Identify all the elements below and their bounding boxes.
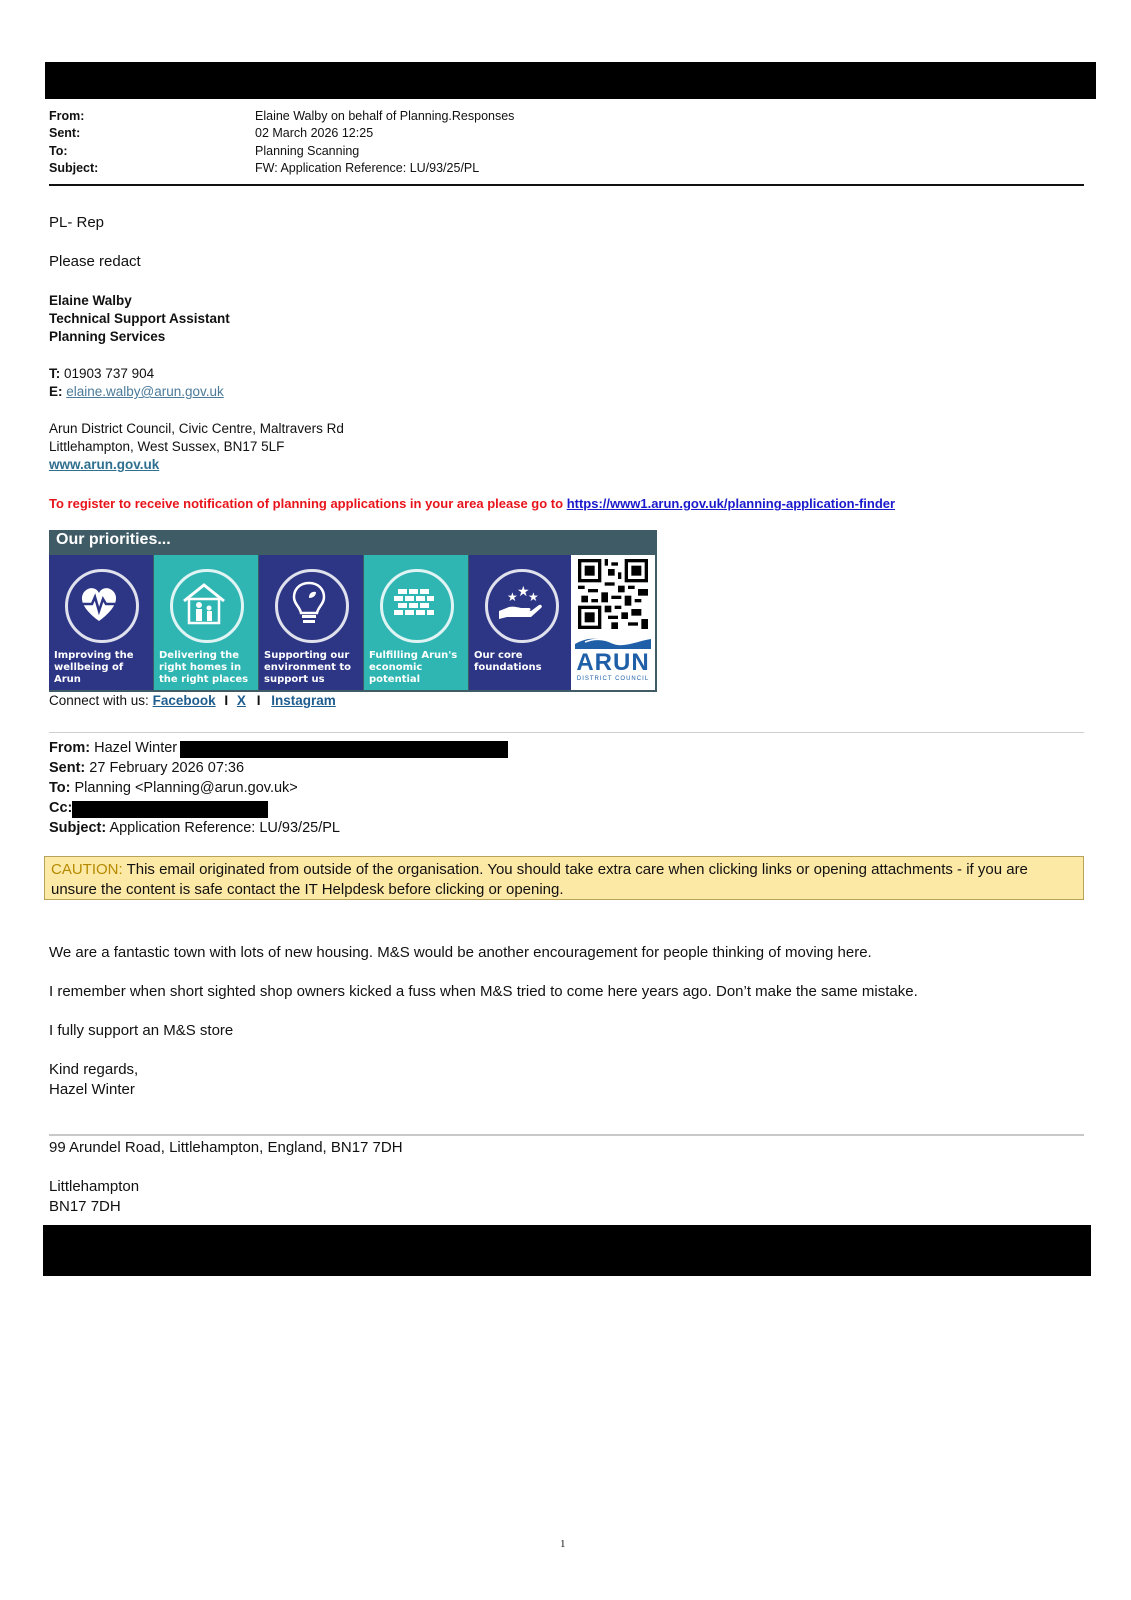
signature-role: Technical Support Assistant	[49, 311, 230, 326]
hand-stars-icon	[493, 577, 545, 629]
address-divider	[49, 1134, 1084, 1136]
signature-email-link[interactable]: elaine.walby@arun.gov.uk	[66, 384, 224, 399]
caution-text: This email originated from outside of the organisation. You should take extra care when clicking links or opening attachments - if you are unsure the content is safe contact the IT Helpdesk before clicking or opening.	[51, 861, 1028, 898]
signature-address	[49, 420, 344, 474]
header-sent-key: Sent:	[49, 126, 81, 140]
sender-address-line3: BN17 7DH	[49, 1198, 121, 1215]
header-subject-value: FW: Application Reference: LU/93/25/PL	[255, 161, 480, 175]
redaction-bar-bottom	[43, 1225, 1091, 1276]
instagram-link[interactable]: Instagram	[271, 693, 336, 708]
signature-name: Elaine Walby	[49, 293, 132, 308]
planning-finder-link[interactable]: https://www1.arun.gov.uk/planning-application-finder	[566, 496, 896, 511]
arun-logo-subtext: DISTRICT COUNCIL	[576, 676, 650, 682]
signature-tel-key: T:	[49, 366, 61, 381]
svg-text:★: ★	[507, 590, 518, 604]
header-sent-value: 02 March 2026 12:25	[255, 126, 374, 140]
message-paragraph-3: I fully support an M&S store	[49, 1022, 234, 1039]
message-closing: Kind regards,	[49, 1061, 139, 1078]
forwarded-to-value: Planning <Planning@arun.gov.uk>	[74, 780, 298, 796]
forwarded-from-key: From:	[49, 740, 91, 756]
page-number: 1	[560, 1538, 566, 1550]
forwarded-subject-key: Subject:	[49, 820, 107, 836]
header-divider	[49, 184, 1084, 186]
connect-separator: I	[224, 693, 229, 708]
facebook-link[interactable]: Facebook	[152, 693, 216, 708]
priorities-banner	[49, 530, 657, 692]
priority-tile-environment	[259, 555, 363, 690]
priority-label-wellbeing: Improving the wellbeing of Arun	[54, 650, 134, 685]
svg-text:★: ★	[517, 584, 530, 600]
priority-label-economic: Fulfilling Arun's economic potential	[369, 650, 458, 685]
caution-banner	[44, 856, 1084, 900]
signature-address-line2: Littlehampton, West Sussex, BN17 5LF	[49, 439, 285, 454]
house-family-icon	[178, 577, 230, 629]
header-from-key: From:	[49, 109, 85, 123]
arun-wave-icon	[575, 635, 651, 649]
brick-wall-icon	[388, 577, 440, 629]
forwarded-to-row	[49, 778, 340, 798]
signature-tel-row	[49, 365, 154, 383]
signature-email-key: E:	[49, 384, 63, 399]
header-from-value: Elaine Walby on behalf of Planning.Responses	[255, 109, 515, 123]
redaction-cc	[72, 801, 268, 818]
priority-label-foundations: Our core foundations	[474, 650, 542, 673]
message-paragraph-1: We are a fantastic town with lots of new housing. M&S would be another encouragement for people thinking of moving here.	[49, 944, 872, 961]
priority-tile-wellbeing	[49, 555, 153, 690]
forwarded-subject-row	[49, 818, 340, 838]
svg-text:★: ★	[528, 590, 539, 604]
signature-block	[49, 292, 230, 346]
caution-key: CAUTION:	[51, 861, 123, 878]
message-sender-name: Hazel Winter	[49, 1081, 135, 1098]
header-to-key: To:	[49, 144, 68, 158]
priority-tile-economic	[364, 555, 468, 690]
header-to-value: Planning Scanning	[255, 144, 360, 158]
forwarded-sent-value: 27 February 2026 07:36	[89, 760, 245, 776]
forward-divider	[49, 732, 1084, 733]
signature-website-link[interactable]: www.arun.gov.uk	[49, 457, 160, 472]
body-line-pl-rep: PL- Rep	[49, 214, 105, 231]
sender-address-line1: 99 Arundel Road, Littlehampton, England, BN17 7DH	[49, 1139, 403, 1156]
forwarded-sent-key: Sent:	[49, 760, 86, 776]
connect-row	[49, 693, 336, 708]
forwarded-cc-key: Cc:	[49, 800, 73, 816]
priority-label-environment: Supporting our environment to support us	[264, 650, 352, 685]
body-line-please-redact: Please redact	[49, 253, 141, 270]
message-paragraph-2: I remember when short sighted shop owners kicked a fuss when M&S tried to come here years ago. Don’t make the same mistake.	[49, 983, 918, 1000]
priority-label-homes: Delivering the right homes in the right places	[159, 650, 249, 685]
connect-prefix: Connect with us:	[49, 693, 149, 708]
planning-notice	[49, 496, 895, 511]
qr-code-icon[interactable]	[578, 559, 648, 629]
x-link[interactable]: X	[236, 693, 246, 708]
priority-tile-homes	[154, 555, 258, 690]
redaction-from-email	[180, 741, 508, 758]
banner-title: Our priorities...	[56, 531, 171, 548]
forwarded-from-value: Hazel Winter	[94, 740, 178, 756]
header-subject-key: Subject:	[49, 161, 99, 175]
signature-address-line1: Arun District Council, Civic Centre, Maltravers Rd	[49, 421, 344, 436]
lightbulb-leaf-icon	[283, 577, 335, 629]
planning-notice-text: To register to receive notification of planning applications in your area please go to	[49, 496, 567, 511]
connect-separator: I	[256, 693, 261, 708]
signature-tel: 01903 737 904	[64, 366, 155, 381]
qr-logo-tile	[571, 555, 655, 690]
redaction-bar-top	[45, 62, 1096, 99]
forwarded-sent-row	[49, 758, 340, 778]
forwarded-subject-value: Application Reference: LU/93/25/PL	[109, 820, 340, 836]
signature-dept: Planning Services	[49, 329, 166, 344]
sender-address-line2: Littlehampton	[49, 1178, 140, 1195]
priority-tile-foundations	[469, 555, 573, 690]
signature-email-row	[49, 383, 224, 401]
forwarded-to-key: To:	[49, 780, 71, 796]
arun-logo-text: ARUN	[576, 649, 650, 676]
heart-icon	[73, 577, 125, 629]
